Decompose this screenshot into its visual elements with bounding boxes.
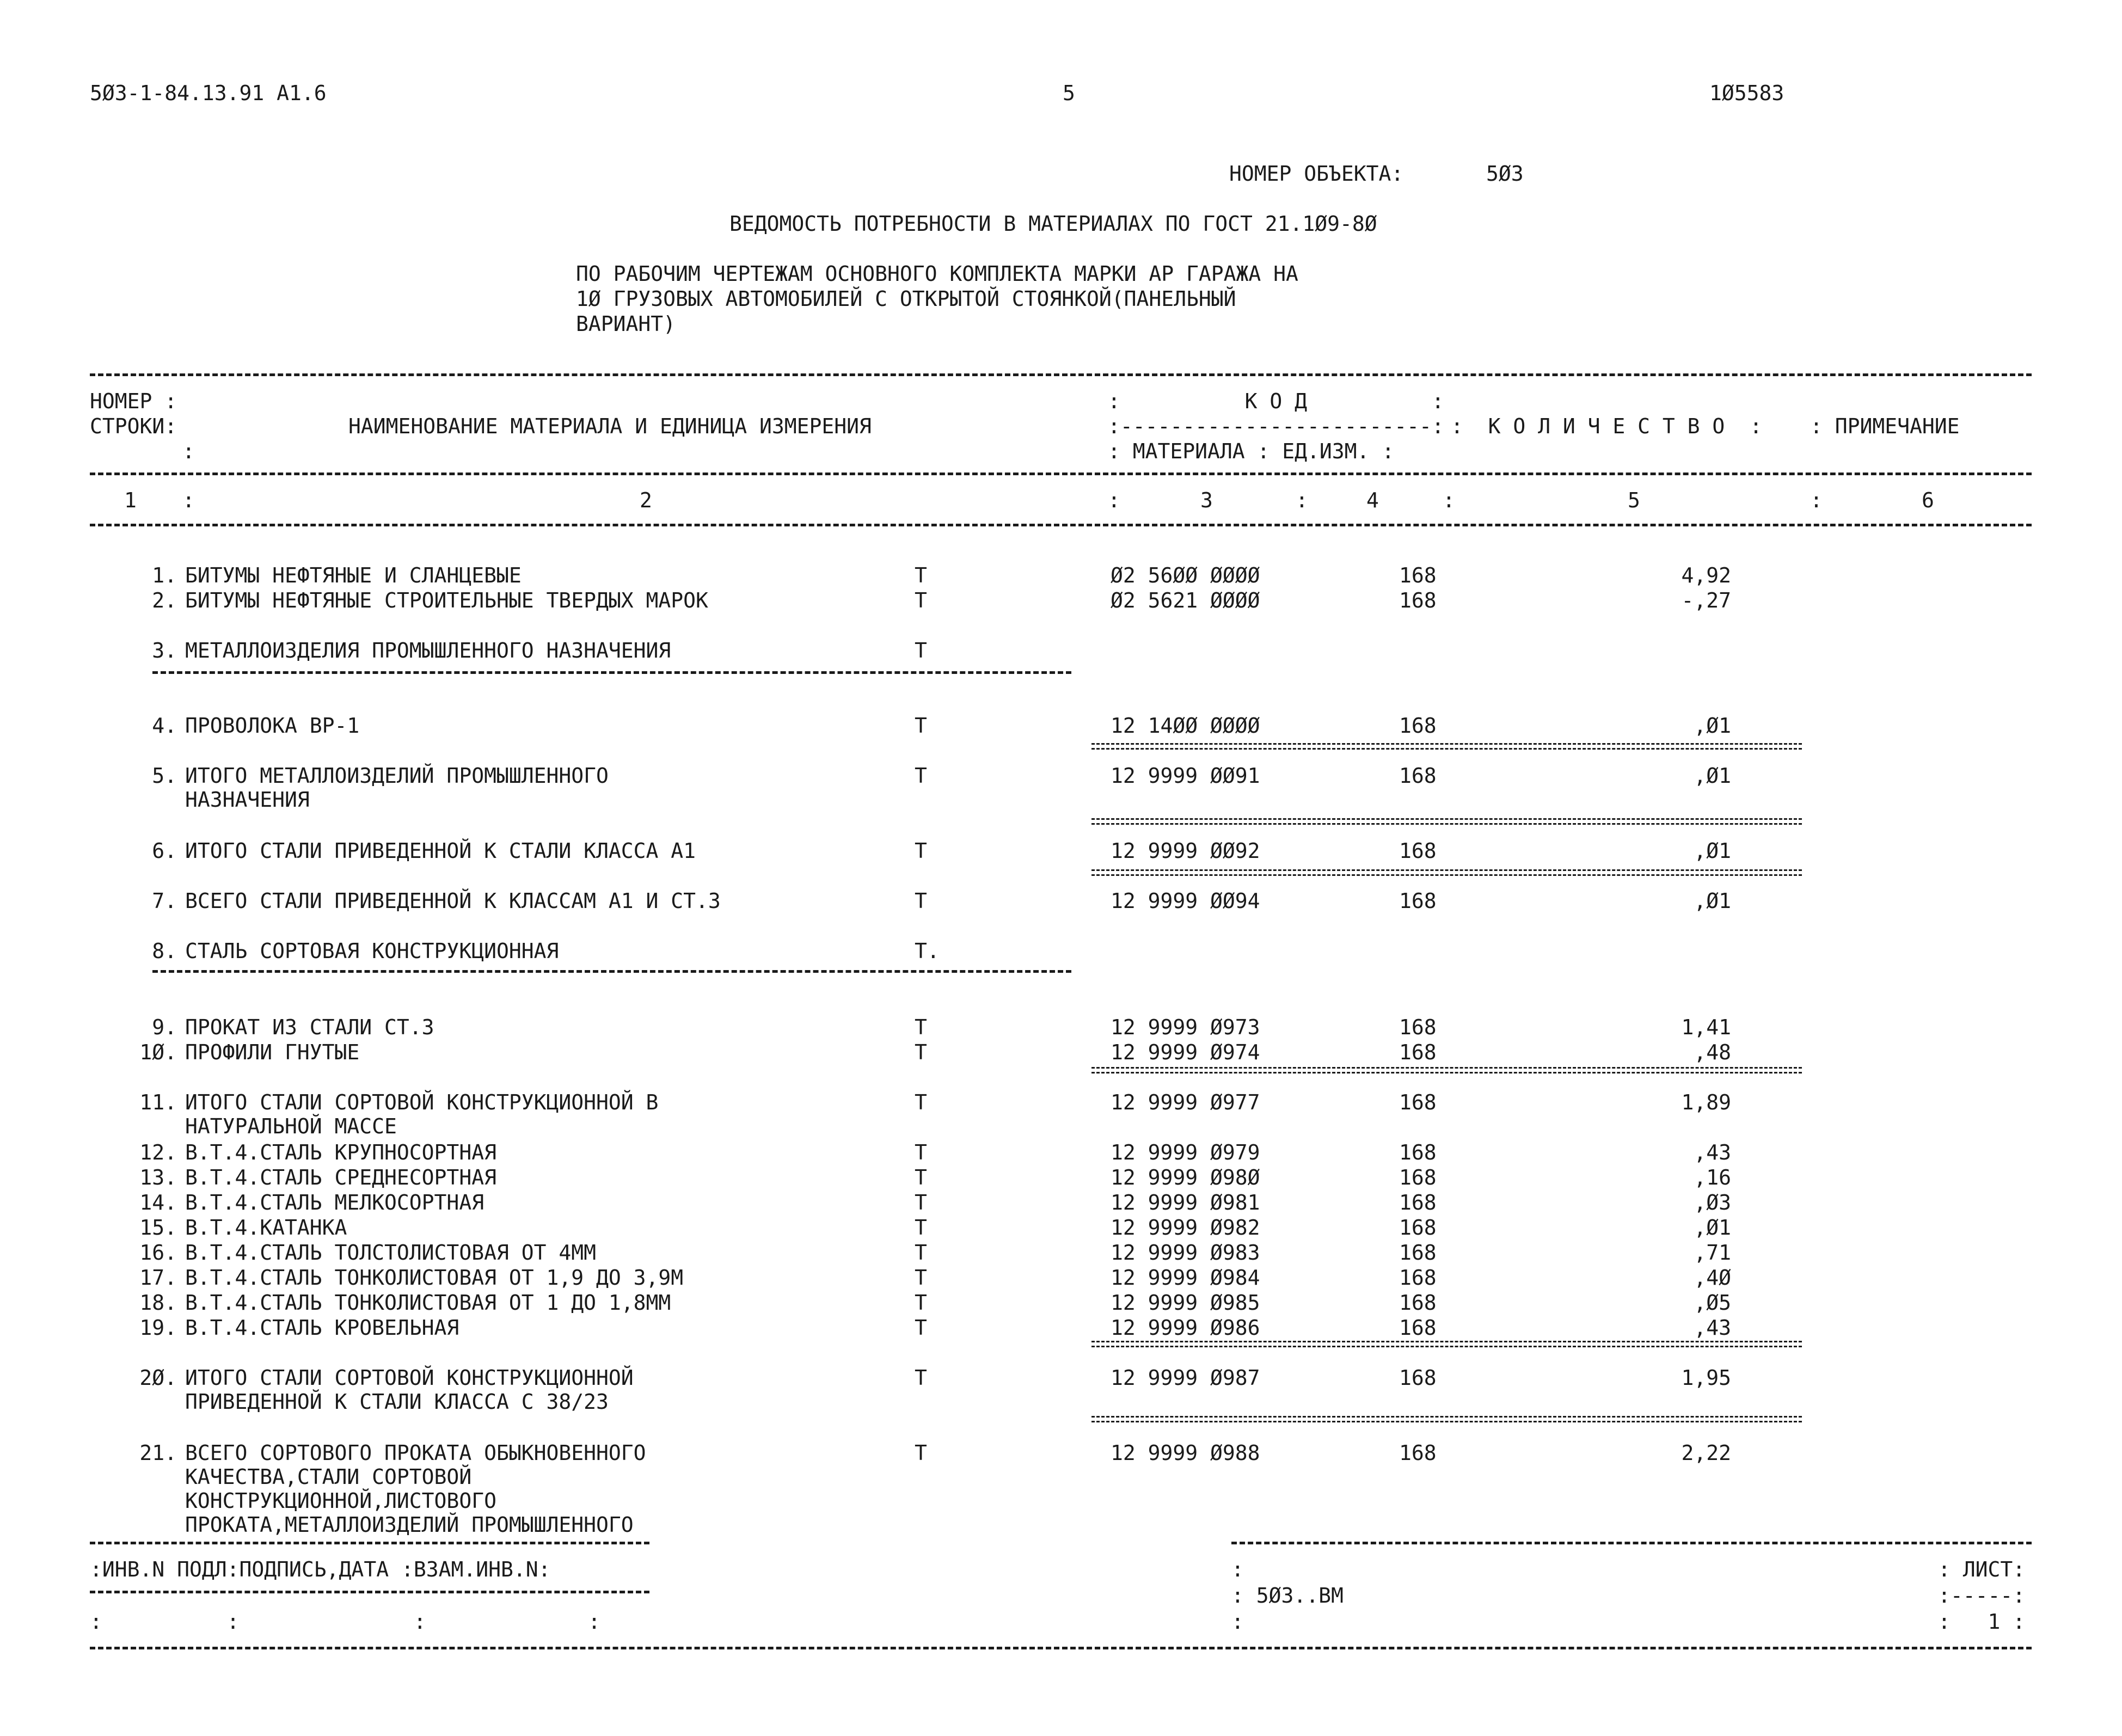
unit-of-measure: Т (915, 1316, 927, 1340)
material-name: ПРОКАТ ИЗ СТАЛИ СТ.3 (185, 1015, 434, 1039)
header-rule (90, 473, 2032, 475)
header-note: : ПРИМЕЧАНИЕ (1810, 414, 1960, 438)
measure-code: 168 (1399, 1140, 1437, 1164)
row-number: 4. (152, 714, 177, 738)
material-code: 12 9999 Ø986 (1111, 1316, 1260, 1340)
unit-of-measure: Т (915, 1366, 927, 1390)
quantity-value: ,Ø1 (1694, 839, 1731, 863)
measure-code: 168 (1399, 889, 1437, 913)
material-name: ИТОГО МЕТАЛЛОИЗДЕЛИЙ ПРОМЫШЛЕННОГО (185, 764, 609, 788)
unit-of-measure: Т (915, 1441, 927, 1465)
quantity-value: ,Ø3 (1694, 1191, 1731, 1214)
row-number: 8. (152, 939, 177, 963)
quantity-value: ,Ø5 (1694, 1291, 1731, 1315)
subtitle-line-2: 1Ø ГРУЗОВЫХ АВТОМОБИЛЕЙ С ОТКРЫТОЙ СТОЯНКОЙ(ПАНЕЛЬНЫЙ (576, 287, 1236, 311)
header-code-group: : К О Д : (1108, 389, 1444, 413)
unit-of-measure: Т (915, 1291, 927, 1315)
unit-of-measure: Т (915, 889, 927, 913)
footer-left-mid-rule (90, 1591, 649, 1593)
quantity-value: ,16 (1694, 1165, 1731, 1189)
measure-code: 168 (1399, 1040, 1437, 1064)
unit-of-measure: Т (915, 1241, 927, 1265)
material-name: В.Т.4.СТАЛЬ КРОВЕЛЬНАЯ (185, 1316, 459, 1340)
quantity-value: 2,22 (1681, 1441, 1731, 1465)
object-number-value: 5Ø3 (1486, 162, 1524, 186)
quantity-value: 1,95 (1681, 1366, 1731, 1390)
material-name: ПРИВЕДЕННОЙ К СТАЛИ КЛАССА С 38/23 (185, 1390, 609, 1414)
material-name: ПРОФИЛИ ГНУТЫЕ (185, 1040, 360, 1064)
header-code-line: :-------------------------: (1108, 414, 1444, 438)
footer-doc-colon-bottom: : (1231, 1610, 1244, 1634)
footer-sheet-label: : ЛИСТ: (1938, 1557, 2026, 1581)
material-name: ВСЕГО СОРТОВОГО ПРОКАТА ОБЫКНОВЕННОГО (185, 1441, 646, 1465)
material-name: ПРОВОЛОКА ВР-1 (185, 714, 360, 738)
table-top-rule (90, 373, 2032, 376)
col-separator: : (182, 488, 195, 512)
row-number: 21. (139, 1441, 177, 1465)
quantity-value: ,Ø1 (1694, 764, 1731, 788)
material-code: 12 9999 Ø973 (1111, 1015, 1260, 1039)
material-name: ВСЕГО СТАЛИ ПРИВЕДЕННОЙ К КЛАССАМ А1 И СТ.3 (185, 889, 721, 913)
material-name: ПРОКАТА,МЕТАЛЛОИЗДЕЛИЙ ПРОМЫШЛЕННОГО (185, 1513, 634, 1537)
row-number: 16. (139, 1241, 177, 1265)
measure-code: 168 (1399, 1241, 1437, 1265)
material-code: 12 9999 Ø985 (1111, 1291, 1260, 1315)
material-code: 12 9999 Ø988 (1111, 1441, 1260, 1465)
quantity-value: 4,92 (1681, 563, 1731, 587)
row-number: 6. (152, 839, 177, 863)
col-separator: : (1810, 488, 1823, 512)
col-separator: : (1296, 488, 1308, 512)
measure-code: 168 (1399, 839, 1437, 863)
page-title: ВЕДОМОСТЬ ПОТРЕБНОСТИ В МАТЕРИАЛАХ ПО ГОСТ 21.1Ø9-8Ø (729, 212, 1377, 236)
col-number-1: 1 (124, 488, 137, 512)
quantity-value: 1,41 (1681, 1015, 1731, 1039)
footer-sheet-separator: :-----: (1938, 1584, 2026, 1608)
header-row-no-2: СТРОКИ: (90, 414, 177, 438)
row-number: 12. (139, 1140, 177, 1164)
col-separator: : (1108, 488, 1120, 512)
total-rule (1091, 818, 1802, 825)
quantity-value: -,27 (1681, 588, 1731, 612)
section-rule (152, 671, 1071, 674)
material-name: БИТУМЫ НЕФТЯНЫЕ СТРОИТЕЛЬНЫЕ ТВЕРДЫХ МАРОК (185, 588, 708, 612)
material-name: КАЧЕСТВА,СТАЛИ СОРТОВОЙ (185, 1465, 472, 1489)
material-code: 12 9999 ØØ94 (1111, 889, 1260, 913)
material-name: В.Т.4.СТАЛЬ ТОЛСТОЛИСТОВАЯ ОТ 4ММ (185, 1241, 596, 1265)
material-code: Ø2 56ØØ ØØØØ (1111, 563, 1260, 587)
row-number: 17. (139, 1266, 177, 1290)
footer-signature-header: :ИНВ.N ПОДЛ:ПОДПИСЬ,ДАТА :ВЗАМ.ИНВ.N: (90, 1557, 551, 1581)
quantity-value: ,43 (1694, 1316, 1731, 1340)
section-rule (152, 970, 1071, 973)
unit-of-measure: Т (915, 1165, 927, 1189)
footer-document-id: : 5Ø3..ВМ (1231, 1584, 1344, 1608)
document-code: 5Ø3-1-84.13.91 A1.6 (90, 81, 327, 105)
material-name: НАТУРАЛЬНОЙ МАССЕ (185, 1114, 397, 1138)
quantity-value: ,4Ø (1694, 1266, 1731, 1290)
measure-code: 168 (1399, 563, 1437, 587)
footer-doc-colon-top: : (1231, 1557, 1244, 1581)
material-code: 12 9999 Ø974 (1111, 1040, 1260, 1064)
material-name: В.Т.4.СТАЛЬ ТОНКОЛИСТОВАЯ ОТ 1 ДО 1,8ММ (185, 1291, 671, 1315)
measure-code: 168 (1399, 1366, 1437, 1390)
row-number: 5. (152, 764, 177, 788)
material-code: Ø2 5621 ØØØØ (1111, 588, 1260, 612)
material-code: 12 9999 Ø982 (1111, 1216, 1260, 1240)
unit-of-measure: Т (915, 1040, 927, 1064)
quantity-value: ,43 (1694, 1140, 1731, 1164)
material-name: СТАЛЬ СОРТОВАЯ КОНСТРУКЦИОННАЯ (185, 939, 559, 963)
row-number: 7. (152, 889, 177, 913)
col-number-5: 5 (1628, 488, 1640, 512)
page-number: 5 (1063, 81, 1075, 105)
total-rule (1091, 1341, 1802, 1347)
material-name: В.Т.4.СТАЛЬ КРУПНОСОРТНАЯ (185, 1140, 496, 1164)
footer-signature-cells: : : : : (90, 1610, 600, 1634)
inventory-number: 1Ø5583 (1709, 81, 1784, 105)
unit-of-measure: Т (915, 839, 927, 863)
material-code: 12 9999 ØØ92 (1111, 839, 1260, 863)
object-number-label: НОМЕР ОБЪЕКТА: (1229, 162, 1404, 186)
material-name: ИТОГО СТАЛИ ПРИВЕДЕННОЙ К СТАЛИ КЛАССА А1 (185, 839, 696, 863)
row-number: 14. (139, 1191, 177, 1214)
unit-of-measure: Т (915, 563, 927, 587)
row-number: 19. (139, 1316, 177, 1340)
unit-of-measure: Т (915, 764, 927, 788)
total-rule (1091, 1067, 1802, 1074)
header-row-no-1: НОМЕР : (90, 389, 177, 413)
footer-left-top-rule (90, 1542, 649, 1544)
material-code: 12 9999 Ø984 (1111, 1266, 1260, 1290)
material-name: КОНСТРУКЦИОННОЙ,ЛИСТОВОГО (185, 1489, 496, 1513)
unit-of-measure: Т (915, 1090, 927, 1114)
unit-of-measure: Т (915, 588, 927, 612)
row-number: 2Ø. (139, 1366, 177, 1390)
col-number-2: 2 (640, 488, 652, 512)
unit-of-measure: Т (915, 714, 927, 738)
unit-of-measure: Т (915, 639, 927, 662)
quantity-value: ,Ø1 (1694, 1216, 1731, 1240)
material-code: 12 9999 Ø987 (1111, 1366, 1260, 1390)
material-name: В.Т.4.КАТАНКА (185, 1216, 347, 1240)
row-number: 2. (152, 588, 177, 612)
quantity-value: ,71 (1694, 1241, 1731, 1265)
footer-bottom-rule (90, 1647, 2032, 1649)
unit-of-measure: Т (915, 1266, 927, 1290)
material-code: 12 9999 ØØ91 (1111, 764, 1260, 788)
col-number-4: 4 (1366, 488, 1379, 512)
total-rule (1091, 869, 1802, 876)
unit-of-measure: Т. (915, 939, 940, 963)
row-number: 13. (139, 1165, 177, 1189)
measure-code: 168 (1399, 1291, 1437, 1315)
measure-code: 168 (1399, 1191, 1437, 1214)
column-numbers-rule (90, 524, 2032, 526)
col-number-6: 6 (1922, 488, 1934, 512)
col-number-3: 3 (1200, 488, 1213, 512)
measure-code: 168 (1399, 1266, 1437, 1290)
material-name: В.Т.4.СТАЛЬ СРЕДНЕСОРТНАЯ (185, 1165, 496, 1189)
measure-code: 168 (1399, 1090, 1437, 1114)
quantity-value: ,Ø1 (1694, 889, 1731, 913)
measure-code: 168 (1399, 764, 1437, 788)
total-rule (1091, 743, 1802, 750)
unit-of-measure: Т (915, 1140, 927, 1164)
row-number: 15. (139, 1216, 177, 1240)
header-row-no-3: : (182, 439, 195, 463)
header-quantity: : К О Л И Ч Е С Т В О : (1451, 414, 1762, 438)
row-number: 11. (139, 1090, 177, 1114)
subtitle-line-1: ПО РАБОЧИМ ЧЕРТЕЖАМ ОСНОВНОГО КОМПЛЕКТА МАРКИ АР ГАРАЖА НА (576, 262, 1298, 286)
footer-right-top-rule (1231, 1542, 2032, 1544)
material-code: 12 9999 Ø979 (1111, 1140, 1260, 1164)
unit-of-measure: Т (915, 1216, 927, 1240)
footer-sheet-number: : 1 : (1938, 1610, 2026, 1634)
col-separator: : (1443, 488, 1455, 512)
material-code: 12 9999 Ø98Ø (1111, 1165, 1260, 1189)
header-material-name: НАИМЕНОВАНИЕ МАТЕРИАЛА И ЕДИНИЦА ИЗМЕРЕНИЯ (348, 414, 872, 438)
subtitle-line-3: ВАРИАНТ) (576, 312, 676, 336)
measure-code: 168 (1399, 588, 1437, 612)
material-name: МЕТАЛЛОИЗДЕЛИЯ ПРОМЫШЛЕННОГО НАЗНАЧЕНИЯ (185, 639, 671, 662)
measure-code: 168 (1399, 1015, 1437, 1039)
header-code-sub: : МАТЕРИАЛА : ЕД.ИЗМ. : (1108, 439, 1395, 463)
material-name: НАЗНАЧЕНИЯ (185, 788, 310, 812)
row-number: 1. (152, 563, 177, 587)
row-number: 1Ø. (139, 1040, 177, 1064)
unit-of-measure: Т (915, 1015, 927, 1039)
measure-code: 168 (1399, 1316, 1437, 1340)
row-number: 3. (152, 639, 177, 662)
quantity-value: ,Ø1 (1694, 714, 1731, 738)
measure-code: 168 (1399, 714, 1437, 738)
measure-code: 168 (1399, 1165, 1437, 1189)
row-number: 18. (139, 1291, 177, 1315)
measure-code: 168 (1399, 1441, 1437, 1465)
row-number: 9. (152, 1015, 177, 1039)
material-name: В.Т.4.СТАЛЬ ТОНКОЛИСТОВАЯ ОТ 1,9 ДО 3,9М (185, 1266, 684, 1290)
material-code: 12 14ØØ ØØØØ (1111, 714, 1260, 738)
unit-of-measure: Т (915, 1191, 927, 1214)
measure-code: 168 (1399, 1216, 1437, 1240)
material-name: ИТОГО СТАЛИ СОРТОВОЙ КОНСТРУКЦИОННОЙ (185, 1366, 634, 1390)
material-code: 12 9999 Ø981 (1111, 1191, 1260, 1214)
material-code: 12 9999 Ø983 (1111, 1241, 1260, 1265)
material-name: В.Т.4.СТАЛЬ МЕЛКОСОРТНАЯ (185, 1191, 484, 1214)
quantity-value: ,48 (1694, 1040, 1731, 1064)
material-name: БИТУМЫ НЕФТЯНЫЕ И СЛАНЦЕВЫЕ (185, 563, 522, 587)
quantity-value: 1,89 (1681, 1090, 1731, 1114)
material-name: ИТОГО СТАЛИ СОРТОВОЙ КОНСТРУКЦИОННОЙ В (185, 1090, 659, 1114)
total-rule (1091, 1416, 1802, 1422)
material-code: 12 9999 Ø977 (1111, 1090, 1260, 1114)
